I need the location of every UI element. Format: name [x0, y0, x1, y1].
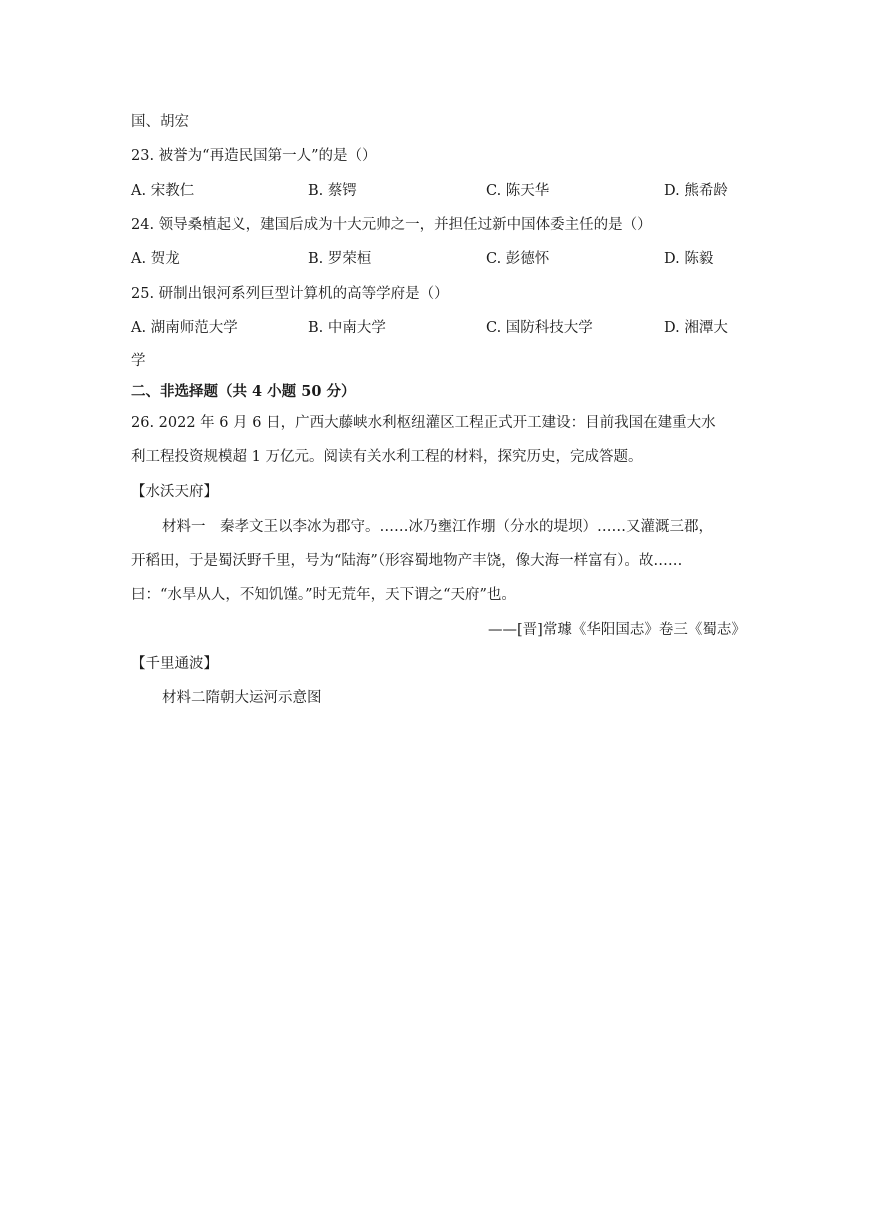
continued-text-line: 国、胡宏: [131, 114, 189, 130]
q24-option-d: D. 陈毅: [664, 251, 714, 267]
question-25-stem: 25. 研制出银河系列巨型计算机的高等学府是（）: [131, 286, 449, 302]
q25-option-c: C. 国防科技大学: [486, 320, 593, 336]
section-heading: 二、非选择题（共 4 小题 50 分）: [131, 383, 356, 400]
q23-option-b: B. 蔡锷: [308, 183, 357, 199]
q25-option-d-wrap: 学: [131, 353, 146, 369]
question-23-stem: 23. 被誉为“再造民国第一人”的是（）: [131, 148, 377, 164]
q24-option-a: A. 贺龙: [131, 251, 180, 267]
question-26-stem-line-2: 利工程投资规模超 1 万亿元。阅读有关水利工程的材料，探究历史，完成答题。: [131, 449, 643, 465]
material-2-title: 材料二隋朝大运河示意图: [162, 690, 322, 706]
material-1-source: ——[晋]常璩《华阳国志》卷三《蜀志》: [488, 622, 746, 638]
material-1-line-2: 开稻田，于是蜀沃野千里，号为“陆海”（形容蜀地物产丰饶，像大海一样富有）。故……: [131, 553, 683, 569]
question-26-stem-line-1: 26. 2022 年 6 月 6 日，广西大藤峡水利枢纽灌区工程正式开工建设：目前我国在建重大水: [131, 415, 716, 431]
q25-option-a: A. 湖南师范大学: [131, 320, 238, 336]
subheading-shui-wo-tian-fu: 【水沃天府】: [131, 484, 218, 500]
q25-option-b: B. 中南大学: [308, 320, 386, 336]
q24-option-c: C. 彭德怀: [486, 251, 550, 267]
q24-option-b: B. 罗荣桓: [308, 251, 372, 267]
q23-option-c: C. 陈天华: [486, 183, 550, 199]
material-1-line-3: 曰：“水旱从人，不知饥馑。”时无荒年，天下谓之“天府”也。: [131, 587, 516, 603]
q23-option-a: A. 宋教仁: [131, 183, 195, 199]
material-1-line-1: 材料一 秦孝文王以李冰为郡守。……冰乃壅江作堋（分水的堤坝）……又灌溉三郡，: [162, 519, 713, 535]
question-24-stem: 24. 领导桑植起义，建国后成为十大元帅之一，并担任过新中国体委主任的是（）: [131, 217, 652, 233]
q25-option-d: D. 湘潭大: [664, 320, 728, 336]
subheading-qian-li-tong-bo: 【千里通波】: [131, 656, 218, 672]
q23-option-d: D. 熊希龄: [664, 183, 728, 199]
